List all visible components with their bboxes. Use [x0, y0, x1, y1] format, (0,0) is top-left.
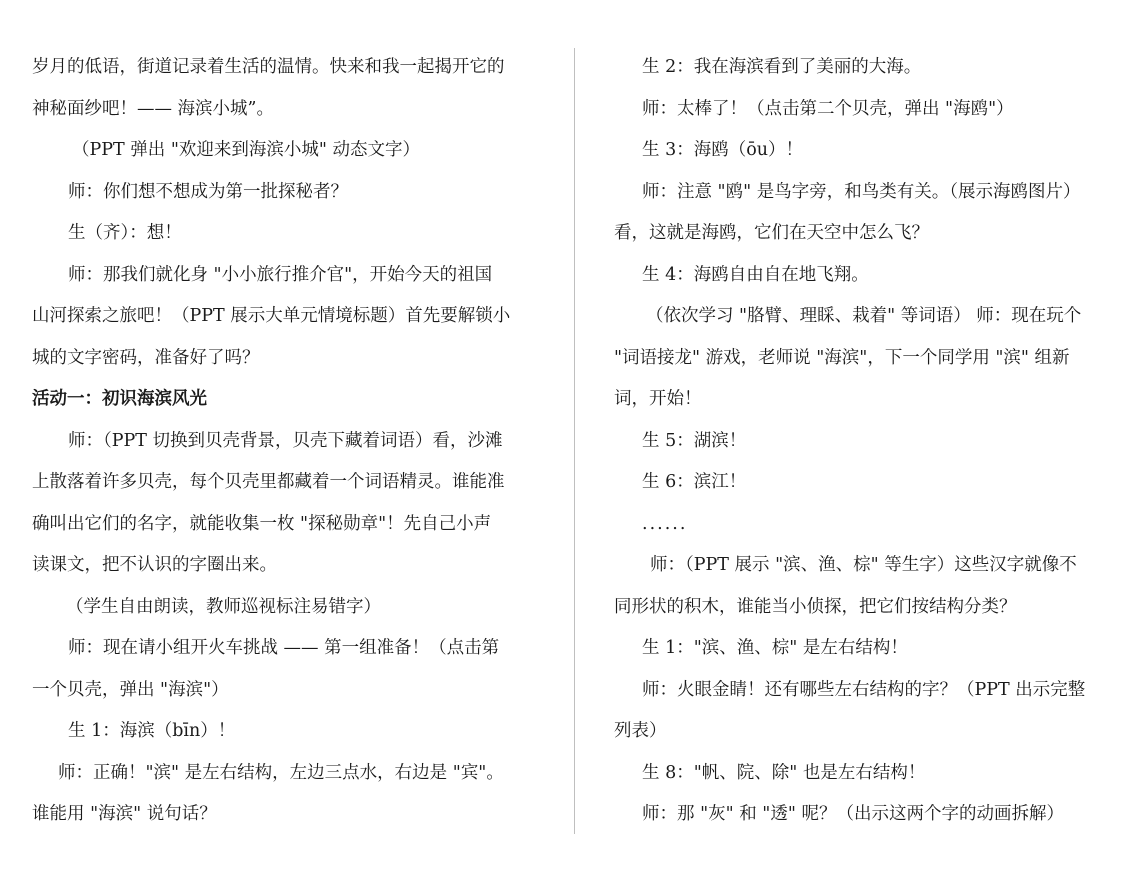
- text-line: 师：（PPT 展示 "滨、渔、棕" 等生字）这些汉字就像不: [650, 555, 1077, 575]
- text-line: 师：（PPT 切换到贝壳背景，贝壳下藏着词语）看，沙滩: [68, 430, 503, 451]
- text-line: （学生自由朗读，教师巡视标注易错字）: [66, 596, 381, 617]
- right-column: [614, 47, 1120, 836]
- text-line: 谁能用 "海滨" 说句话？: [32, 804, 217, 824]
- text-line: 师：注意 "鸥" 是鸟字旁，和鸟类有关。（展示海鸥图片）: [642, 181, 1081, 202]
- text-line: 生 2：我在海滨看到了美丽的大海。: [642, 57, 922, 77]
- text-line: "词语接龙" 游戏，老师说 "海滨"，下一个同学用 "滨" 组新: [614, 347, 1070, 368]
- text-line: 上散落着许多贝壳，每个贝壳里都藏着一个词语精灵。谁能准: [32, 472, 505, 492]
- text-line: 神秘面纱吧！—— 海滨小城”。: [32, 98, 275, 119]
- section-heading: 活动一：初识海滨风光: [32, 389, 207, 409]
- text-line: 读课文，把不认识的字圈出来。: [32, 555, 277, 575]
- text-line: （PPT 弹出 "欢迎来到海滨小城" 动态文字）: [72, 140, 421, 160]
- text-line: （依次学习 "胳臂、理睬、栽着" 等词语） 师：现在玩个: [646, 306, 1082, 326]
- text-line: 同形状的积木，谁能当小侦探，把它们按结构分类？: [614, 596, 1017, 617]
- text-line: 岁月的低语，街道记录着生活的温情。快来和我一起揭开它的: [32, 57, 505, 77]
- column-divider: [574, 48, 575, 834]
- text-line: 生 6：滨江！: [642, 472, 747, 492]
- text-line: 山河探索之旅吧！（PPT 展示大单元情境标题）首先要解锁小: [32, 306, 511, 326]
- text-line: 生（齐）：想！: [68, 223, 182, 243]
- text-line: 生 4：海鸥自由自在地飞翔。: [642, 264, 869, 285]
- text-line: 生 1：海滨（bīn）！: [68, 721, 236, 741]
- text-line: 一个贝壳，弹出 "海滨"）: [32, 679, 229, 700]
- text-line: 生 3：海鸥（ōu）！: [642, 140, 804, 160]
- text-line: 师：现在请小组开火车挑战 —— 第一组准备！（点击第: [68, 638, 500, 658]
- ellipsis-line: ......: [642, 513, 688, 534]
- text-line: 生 1："滨、渔、棕" 是左右结构！: [642, 638, 908, 658]
- text-line: 师：正确！"滨" 是左右结构，左边三点水，右边是 "宾"。: [58, 762, 504, 783]
- text-line: 生 8："帆、院、除" 也是左右结构！: [642, 762, 926, 783]
- text-line: 列表）: [614, 721, 667, 741]
- text-line: 师：太棒了！（点击第二个贝壳，弹出 "海鸥"）: [642, 98, 1014, 119]
- text-line: 师：火眼金睛！还有哪些左右结构的字？（PPT 出示完整: [642, 679, 1086, 700]
- text-line: 看，这就是海鸥，它们在天空中怎么飞？: [614, 223, 929, 243]
- text-line: 师：那我们就化身 "小小旅行推介官"，开始今天的祖国: [68, 264, 493, 285]
- left-column: [32, 47, 538, 836]
- text-line: 词，开始！: [614, 389, 702, 409]
- text-line: 生 5：湖滨！: [642, 430, 747, 451]
- text-line: 确叫出它们的名字，就能收集一枚 "探秘勋章"！先自己小声: [32, 513, 492, 534]
- text-line: 师：那 "灰" 和 "透" 呢？（出示这两个字的动画拆解）: [642, 804, 1064, 824]
- text-line: 城的文字密码，准备好了吗？: [32, 347, 260, 368]
- text-line: 师：你们想不想成为第一批探秘者？: [68, 181, 348, 202]
